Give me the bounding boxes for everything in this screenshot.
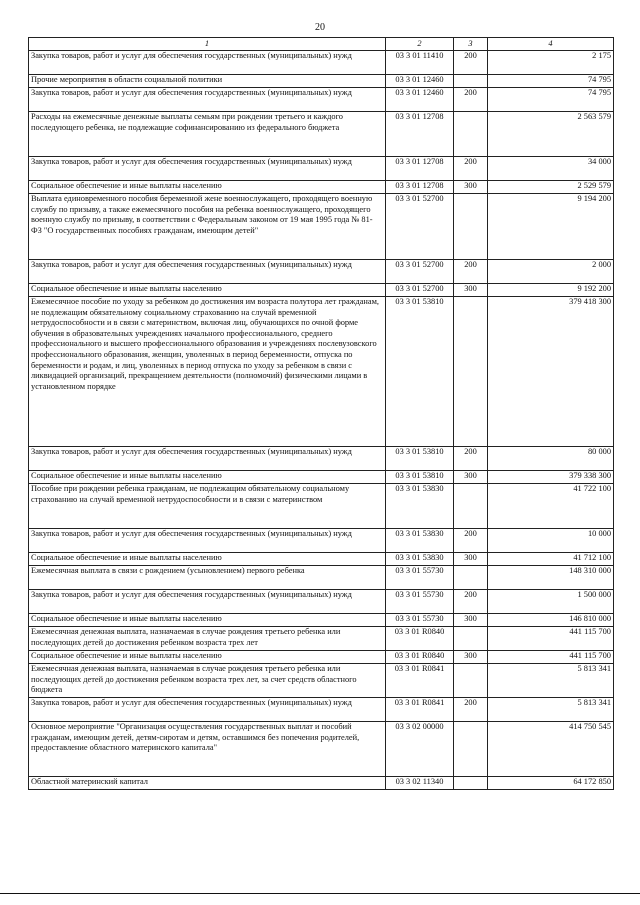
table-row (29, 722, 614, 777)
cell-name: Социальное обеспечение и иные выплаты населению (29, 181, 386, 194)
table-row (29, 75, 614, 88)
cell-type: 300 (454, 651, 488, 664)
cell-name: Ежемесячная денежная выплата, назначаемая в случае рождения третьего ребенка или последующих детей до достижения ребенком возраста трех лет, за счет средств областного бюджета (29, 664, 386, 698)
table-row (29, 260, 614, 284)
cell-type (454, 664, 488, 698)
cell-code: 03 3 01 55730 (386, 590, 454, 614)
cell-amount: 414 750 545 (488, 722, 614, 777)
cell-amount: 41 712 100 (488, 553, 614, 566)
table-row (29, 627, 614, 651)
cell-code: 03 3 01 53830 (386, 553, 454, 566)
cell-amount: 2 000 (488, 260, 614, 284)
table-row (29, 566, 614, 590)
cell-amount: 64 172 850 (488, 777, 614, 790)
cell-code: 03 3 01 R0840 (386, 651, 454, 664)
cell-code: 03 3 01 53810 (386, 471, 454, 484)
cell-type: 300 (454, 284, 488, 297)
table-row (29, 51, 614, 75)
column-header-name: 1 (29, 38, 386, 51)
cell-name: Социальное обеспечение и иные выплаты населению (29, 553, 386, 566)
cell-type (454, 627, 488, 651)
cell-amount: 146 810 000 (488, 614, 614, 627)
table-row (29, 529, 614, 553)
cell-amount: 441 115 700 (488, 627, 614, 651)
cell-code: 03 3 01 R0841 (386, 664, 454, 698)
cell-code: 03 3 01 12460 (386, 75, 454, 88)
cell-code: 03 3 01 52700 (386, 194, 454, 260)
cell-amount: 441 115 700 (488, 651, 614, 664)
table-row (29, 447, 614, 471)
cell-code: 03 3 01 R0840 (386, 627, 454, 651)
cell-name: Расходы на ежемесячные денежные выплаты семьям при рождении третьего и каждого последующего ребенка, не подлежащие софинансированию из федерального бюджета (29, 112, 386, 157)
table-row (29, 284, 614, 297)
table-row (29, 553, 614, 566)
cell-type: 200 (454, 698, 488, 722)
budget-table (28, 37, 614, 790)
cell-code: 03 3 01 53810 (386, 297, 454, 447)
cell-type (454, 777, 488, 790)
cell-type: 200 (454, 51, 488, 75)
cell-code: 03 3 01 53830 (386, 484, 454, 529)
table-row (29, 651, 614, 664)
cell-code: 03 3 01 11410 (386, 51, 454, 75)
cell-name: Областной материнский капитал (29, 777, 386, 790)
cell-amount: 34 000 (488, 157, 614, 181)
table-row (29, 471, 614, 484)
cell-name: Закупка товаров, работ и услуг для обеспечения государственных (муниципальных) нужд (29, 447, 386, 471)
table-row (29, 484, 614, 529)
cell-code: 03 3 01 55730 (386, 566, 454, 590)
cell-amount: 148 310 000 (488, 566, 614, 590)
cell-code: 03 3 01 52700 (386, 260, 454, 284)
table-row (29, 777, 614, 790)
cell-type: 300 (454, 614, 488, 627)
column-header-amount: 4 (488, 38, 614, 51)
cell-amount: 10 000 (488, 529, 614, 553)
cell-code: 03 3 01 12708 (386, 181, 454, 194)
table-row (29, 698, 614, 722)
cell-type: 300 (454, 181, 488, 194)
cell-amount: 379 338 300 (488, 471, 614, 484)
cell-amount: 80 000 (488, 447, 614, 471)
table-row (29, 88, 614, 112)
cell-name: Основное мероприятие "Организация осуществления государственных выплат и пособий гражданам, имеющим детей, детям-сиротам и детям, оставшимся без попечения родителей, предоставление областного материнского капитала" (29, 722, 386, 777)
cell-amount: 379 418 300 (488, 297, 614, 447)
cell-amount: 41 722 100 (488, 484, 614, 529)
cell-name: Выплата единовременного пособия беременной жене военнослужащего, проходящего военную службу по призыву, а также ежемесячного пособия на ребенка военнослужащего, проходящего военную службу по призыву, в соответствии с Федеральным законом от 19 мая 1995 года № 81-ФЗ "О государственных пособиях гражданам, имеющим детей" (29, 194, 386, 260)
header-row (29, 38, 614, 51)
cell-type: 300 (454, 471, 488, 484)
cell-amount: 1 500 000 (488, 590, 614, 614)
cell-name: Прочие мероприятия в области социальной политики (29, 75, 386, 88)
cell-amount: 2 175 (488, 51, 614, 75)
cell-amount: 74 795 (488, 88, 614, 112)
cell-type (454, 75, 488, 88)
cell-name: Ежемесячная выплата в связи с рождением (усыновлением) первого ребенка (29, 566, 386, 590)
table-row (29, 181, 614, 194)
cell-name: Закупка товаров, работ и услуг для обеспечения государственных (муниципальных) нужд (29, 698, 386, 722)
cell-amount: 2 529 579 (488, 181, 614, 194)
cell-type: 200 (454, 529, 488, 553)
cell-amount: 5 813 341 (488, 664, 614, 698)
cell-type (454, 484, 488, 529)
cell-amount: 9 194 200 (488, 194, 614, 260)
cell-type: 200 (454, 260, 488, 284)
table-row (29, 664, 614, 698)
cell-type: 200 (454, 88, 488, 112)
cell-type: 200 (454, 590, 488, 614)
column-header-type: 3 (454, 38, 488, 51)
cell-code: 03 3 01 R0841 (386, 698, 454, 722)
cell-name: Пособие при рождении ребенка гражданам, не подлежащим обязательному социальному страхованию на случай временной нетрудоспособности и в связи с материнством (29, 484, 386, 529)
cell-code: 03 3 01 52700 (386, 284, 454, 297)
cell-name: Социальное обеспечение и иные выплаты населению (29, 471, 386, 484)
cell-name: Закупка товаров, работ и услуг для обеспечения государственных (муниципальных) нужд (29, 529, 386, 553)
bottom-rule (0, 893, 640, 894)
cell-type (454, 566, 488, 590)
cell-code: 03 3 01 53830 (386, 529, 454, 553)
table-row (29, 194, 614, 260)
cell-name: Ежемесячная денежная выплата, назначаемая в случае рождения третьего ребенка или последующих детей до достижения ребенком возраста трех лет (29, 627, 386, 651)
cell-code: 03 3 01 12708 (386, 157, 454, 181)
cell-name: Социальное обеспечение и иные выплаты населению (29, 284, 386, 297)
cell-type: 200 (454, 157, 488, 181)
table-row (29, 590, 614, 614)
cell-amount: 74 795 (488, 75, 614, 88)
cell-code: 03 3 01 12708 (386, 112, 454, 157)
cell-code: 03 3 02 11340 (386, 777, 454, 790)
table-row (29, 112, 614, 157)
table-row (29, 157, 614, 181)
cell-code: 03 3 01 12460 (386, 88, 454, 112)
page-number: 20 (315, 22, 325, 33)
cell-name: Закупка товаров, работ и услуг для обеспечения государственных (муниципальных) нужд (29, 590, 386, 614)
cell-type (454, 722, 488, 777)
cell-amount: 2 563 579 (488, 112, 614, 157)
cell-type (454, 112, 488, 157)
cell-type (454, 297, 488, 447)
cell-type: 300 (454, 553, 488, 566)
cell-name: Закупка товаров, работ и услуг для обеспечения государственных (муниципальных) нужд (29, 260, 386, 284)
table-row (29, 614, 614, 627)
cell-name: Закупка товаров, работ и услуг для обеспечения государственных (муниципальных) нужд (29, 88, 386, 112)
cell-name: Ежемесячное пособие по уходу за ребенком до достижения им возраста полутора лет гражданам, не подлежащим обязательному социальному страхованию на случай временной нетрудоспособности и в связи с материнством, включая лиц, обучающихся по очной форме обучения в образовательных учреждениях начального профессионального, среднего профессионального и высшего профессионального образования и учреждениях послевузовского профессионального образования, женщин, уволенных в период беременности, отпуска по беременности и родам, и лиц, уволенных в период отпуска по уходу за ребенком в связи с ликвидацией организаций, прекращением деятельности (полномочий) физическими лицами в установленном порядке (29, 297, 386, 447)
cell-name: Социальное обеспечение и иные выплаты населению (29, 614, 386, 627)
cell-name: Социальное обеспечение и иные выплаты населению (29, 651, 386, 664)
cell-code: 03 3 01 53810 (386, 447, 454, 471)
column-header-code: 2 (386, 38, 454, 51)
cell-name: Закупка товаров, работ и услуг для обеспечения государственных (муниципальных) нужд (29, 157, 386, 181)
cell-code: 03 3 01 55730 (386, 614, 454, 627)
cell-type (454, 194, 488, 260)
table-row (29, 297, 614, 447)
cell-code: 03 3 02 00000 (386, 722, 454, 777)
cell-type: 200 (454, 447, 488, 471)
cell-amount: 5 813 341 (488, 698, 614, 722)
cell-name: Закупка товаров, работ и услуг для обеспечения государственных (муниципальных) нужд (29, 51, 386, 75)
cell-amount: 9 192 200 (488, 284, 614, 297)
